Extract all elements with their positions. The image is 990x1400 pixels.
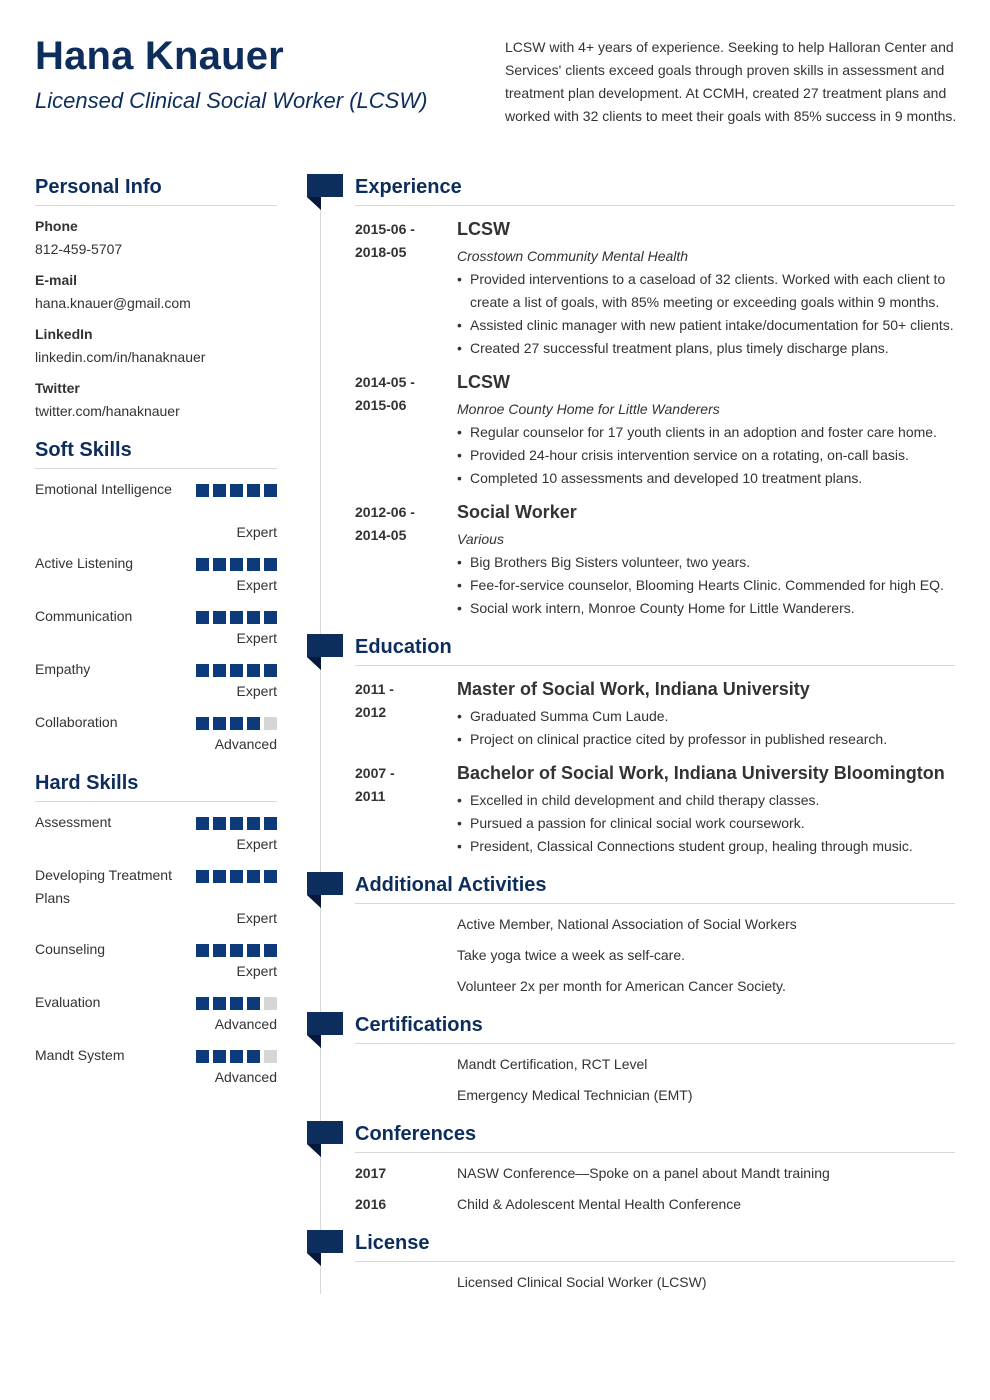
education-bullets — [457, 789, 957, 858]
linkedin-value: linkedin.com/in/hanaknauer — [35, 349, 206, 365]
skill-rating-bar — [196, 870, 277, 883]
education-date-end: 2012 — [355, 704, 387, 720]
degree-title: Master of Social Work, Indiana University — [457, 679, 810, 699]
job-dates — [355, 218, 435, 264]
list-item: • Social work intern, Monroe County Home for Little Wanderers. — [457, 597, 957, 620]
rating-square-filled — [196, 817, 209, 830]
skill-rating-bar — [196, 664, 277, 677]
job-date-end: 2015-06 — [355, 397, 407, 413]
certification-item: Mandt Certification, RCT Level — [457, 1056, 648, 1072]
certification-item: Emergency Medical Technician (EMT) — [457, 1087, 693, 1103]
skill-rating-bar — [196, 944, 277, 957]
rating-square-filled — [247, 1050, 260, 1063]
rating-square-filled — [213, 817, 226, 830]
job-dates — [355, 501, 435, 547]
profile-summary: LCSW with 4+ years of experience. Seeking to help Halloran Center and Services' clients exceed goals through proven skills in assessment and treatment plan development. At CCMH, created 27 treatment plans and worked with 32 clients to meet their goals with 85% success in 9 months. — [505, 39, 957, 124]
linkedin-label: LinkedIn — [35, 326, 93, 342]
list-item: • Big Brothers Big Sisters volunteer, two years. — [457, 551, 957, 574]
conference-year: 2016 — [355, 1196, 387, 1212]
list-item: • Provided interventions to a caseload of 32 clients. Worked with each client to create a list of goals, with 85% meeting or exceeding goals within 9 months. — [457, 268, 957, 314]
rating-square-filled — [196, 558, 209, 571]
rating-square-filled — [230, 817, 243, 830]
rating-square-filled — [230, 717, 243, 730]
education-bullets — [457, 705, 957, 751]
list-item: • Provided 24-hour crisis intervention service on a rotating, on-call basis. — [457, 444, 957, 467]
rating-square-filled — [213, 484, 226, 497]
rating-square-filled — [230, 664, 243, 677]
skill-name: Collaboration — [35, 714, 118, 730]
skill-name: Active Listening — [35, 555, 134, 571]
soft-skills-heading: Soft Skills — [35, 439, 277, 469]
rating-square-filled — [213, 717, 226, 730]
list-item: • President, Classical Connections student group, healing through music. — [457, 835, 957, 858]
job-title: LCSW — [457, 372, 510, 392]
skill-level: Expert — [236, 963, 277, 979]
skill-rating-bar — [196, 558, 277, 571]
skill-name: Emotional Intelligence — [35, 481, 172, 497]
rating-square-filled — [264, 944, 277, 957]
rating-square-filled — [264, 870, 277, 883]
experience-heading: Experience — [355, 176, 955, 206]
additional-activities-heading: Additional Activities — [355, 874, 955, 904]
rating-square-filled — [230, 944, 243, 957]
rating-square-filled — [247, 558, 260, 571]
rating-square-filled — [213, 944, 226, 957]
skill-level: Expert — [236, 630, 277, 646]
job-dates — [355, 371, 435, 417]
rating-square-filled — [247, 611, 260, 624]
job-company: Crosstown Community Mental Health — [457, 248, 689, 264]
rating-square-empty — [264, 997, 277, 1010]
skill-level: Expert — [236, 836, 277, 852]
skill-rating-bar — [196, 1050, 277, 1063]
rating-square-filled — [264, 611, 277, 624]
personal-info-heading: Personal Info — [35, 176, 277, 206]
rating-square-filled — [230, 558, 243, 571]
skill-name: Developing Treatment Plans — [35, 867, 172, 906]
license-item: Licensed Clinical Social Worker (LCSW) — [457, 1274, 707, 1290]
job-company: Various — [457, 531, 504, 547]
job-bullets — [457, 551, 957, 620]
job-date-start: 2012-06 - — [355, 504, 415, 520]
job-bullets — [457, 421, 957, 490]
skill-name: Counseling — [35, 941, 106, 957]
job-date-start: 2015-06 - — [355, 221, 415, 237]
degree-title: Bachelor of Social Work, Indiana University Bloomington — [457, 763, 945, 783]
job-bullets — [457, 268, 957, 360]
list-item: • Regular counselor for 17 youth clients in an adoption and foster care home. — [457, 421, 957, 444]
section-flag-icon — [307, 1230, 343, 1266]
education-date-start: 2011 - — [355, 681, 394, 697]
rating-square-filled — [247, 664, 260, 677]
rating-square-filled — [264, 817, 277, 830]
rating-square-filled — [196, 944, 209, 957]
rating-square-filled — [247, 944, 260, 957]
skill-rating-bar — [196, 484, 277, 497]
list-item: • Created 27 successful treatment plans, plus timely discharge plans. — [457, 337, 957, 360]
rating-square-filled — [247, 817, 260, 830]
candidate-role: Licensed Clinical Social Worker (LCSW) — [35, 88, 428, 113]
education-dates — [355, 678, 435, 724]
rating-square-filled — [213, 611, 226, 624]
phone-label: Phone — [35, 218, 78, 234]
activity-item: Take yoga twice a week as self-care. — [457, 947, 685, 963]
section-flag-icon — [307, 634, 343, 670]
skill-name: Assessment — [35, 814, 112, 830]
skill-level: Expert — [236, 683, 277, 699]
rating-square-filled — [213, 870, 226, 883]
section-flag-icon — [307, 174, 343, 210]
activity-item: Active Member, National Association of Social Workers — [457, 916, 797, 932]
education-dates — [355, 762, 435, 808]
list-item: • Project on clinical practice cited by professor in published research. — [457, 728, 957, 751]
rating-square-filled — [213, 558, 226, 571]
job-date-start: 2014-05 - — [355, 374, 415, 390]
list-item: • Graduated Summa Cum Laude. — [457, 705, 957, 728]
rating-square-empty — [264, 717, 277, 730]
email-value: hana.knauer@gmail.com — [35, 295, 191, 311]
rating-square-filled — [213, 664, 226, 677]
rating-square-filled — [264, 558, 277, 571]
hard-skills-heading: Hard Skills — [35, 772, 277, 802]
list-item: • Excelled in child development and child therapy classes. — [457, 789, 957, 812]
section-flag-icon — [307, 872, 343, 908]
rating-square-filled — [264, 484, 277, 497]
twitter-label: Twitter — [35, 380, 80, 396]
education-date-start: 2007 - — [355, 765, 395, 781]
job-company: Monroe County Home for Little Wanderers — [457, 401, 720, 417]
rating-square-filled — [247, 717, 260, 730]
rating-square-filled — [196, 611, 209, 624]
section-flag-icon — [307, 1012, 343, 1048]
rating-square-filled — [196, 870, 209, 883]
certifications-heading: Certifications — [355, 1014, 955, 1044]
rating-square-filled — [213, 1050, 226, 1063]
job-title: LCSW — [457, 219, 510, 239]
rating-square-filled — [196, 664, 209, 677]
license-heading: License — [355, 1232, 955, 1262]
rating-square-filled — [247, 997, 260, 1010]
list-item: • Fee-for-service counselor, Blooming Hearts Clinic. Commended for high EQ. — [457, 574, 957, 597]
skill-level: Advanced — [214, 1069, 277, 1085]
skill-rating-bar — [196, 717, 277, 730]
skill-level: Expert — [236, 910, 277, 926]
rating-square-filled — [230, 611, 243, 624]
education-heading: Education — [355, 636, 955, 666]
rating-square-filled — [213, 997, 226, 1010]
phone-value: 812-459-5707 — [35, 241, 123, 257]
rating-square-filled — [230, 997, 243, 1010]
skill-level: Expert — [236, 524, 277, 540]
skill-name: Evaluation — [35, 994, 101, 1010]
rating-square-filled — [264, 664, 277, 677]
candidate-name: Hana Knauer — [35, 34, 284, 78]
skill-level: Advanced — [214, 736, 277, 752]
conference-year: 2017 — [355, 1165, 387, 1181]
email-label: E-mail — [35, 272, 78, 288]
list-item: • Assisted clinic manager with new patient intake/documentation for 50+ clients. — [457, 314, 957, 337]
conference-name: Child & Adolescent Mental Health Conference — [457, 1196, 742, 1212]
rating-square-filled — [247, 484, 260, 497]
skill-rating-bar — [196, 611, 277, 624]
conferences-heading: Conferences — [355, 1123, 955, 1153]
conference-name: NASW Conference—Spoke on a panel about Mandt training — [457, 1165, 830, 1181]
rating-square-filled — [230, 1050, 243, 1063]
skill-name: Communication — [35, 608, 133, 624]
rating-square-filled — [247, 870, 260, 883]
skill-rating-bar — [196, 817, 277, 830]
job-title: Social Worker — [457, 502, 577, 522]
rating-square-filled — [196, 484, 209, 497]
rating-square-empty — [264, 1050, 277, 1063]
skill-level: Advanced — [214, 1016, 277, 1032]
rating-square-filled — [230, 870, 243, 883]
rating-square-filled — [230, 484, 243, 497]
job-date-end: 2018-05 — [355, 244, 407, 260]
skill-name: Empathy — [35, 661, 91, 677]
list-item: • Completed 10 assessments and developed 10 treatment plans. — [457, 467, 957, 490]
rating-square-filled — [196, 997, 209, 1010]
skill-level: Expert — [236, 577, 277, 593]
skill-rating-bar — [196, 997, 277, 1010]
rating-square-filled — [196, 717, 209, 730]
skill-name: Mandt System — [35, 1047, 125, 1063]
twitter-value: twitter.com/hanaknauer — [35, 403, 180, 419]
rating-square-filled — [196, 1050, 209, 1063]
section-flag-icon — [307, 1121, 343, 1157]
list-item: • Pursued a passion for clinical social work coursework. — [457, 812, 957, 835]
job-date-end: 2014-05 — [355, 527, 407, 543]
education-date-end: 2011 — [355, 788, 386, 804]
activity-item: Volunteer 2x per month for American Cancer Society. — [457, 978, 786, 994]
